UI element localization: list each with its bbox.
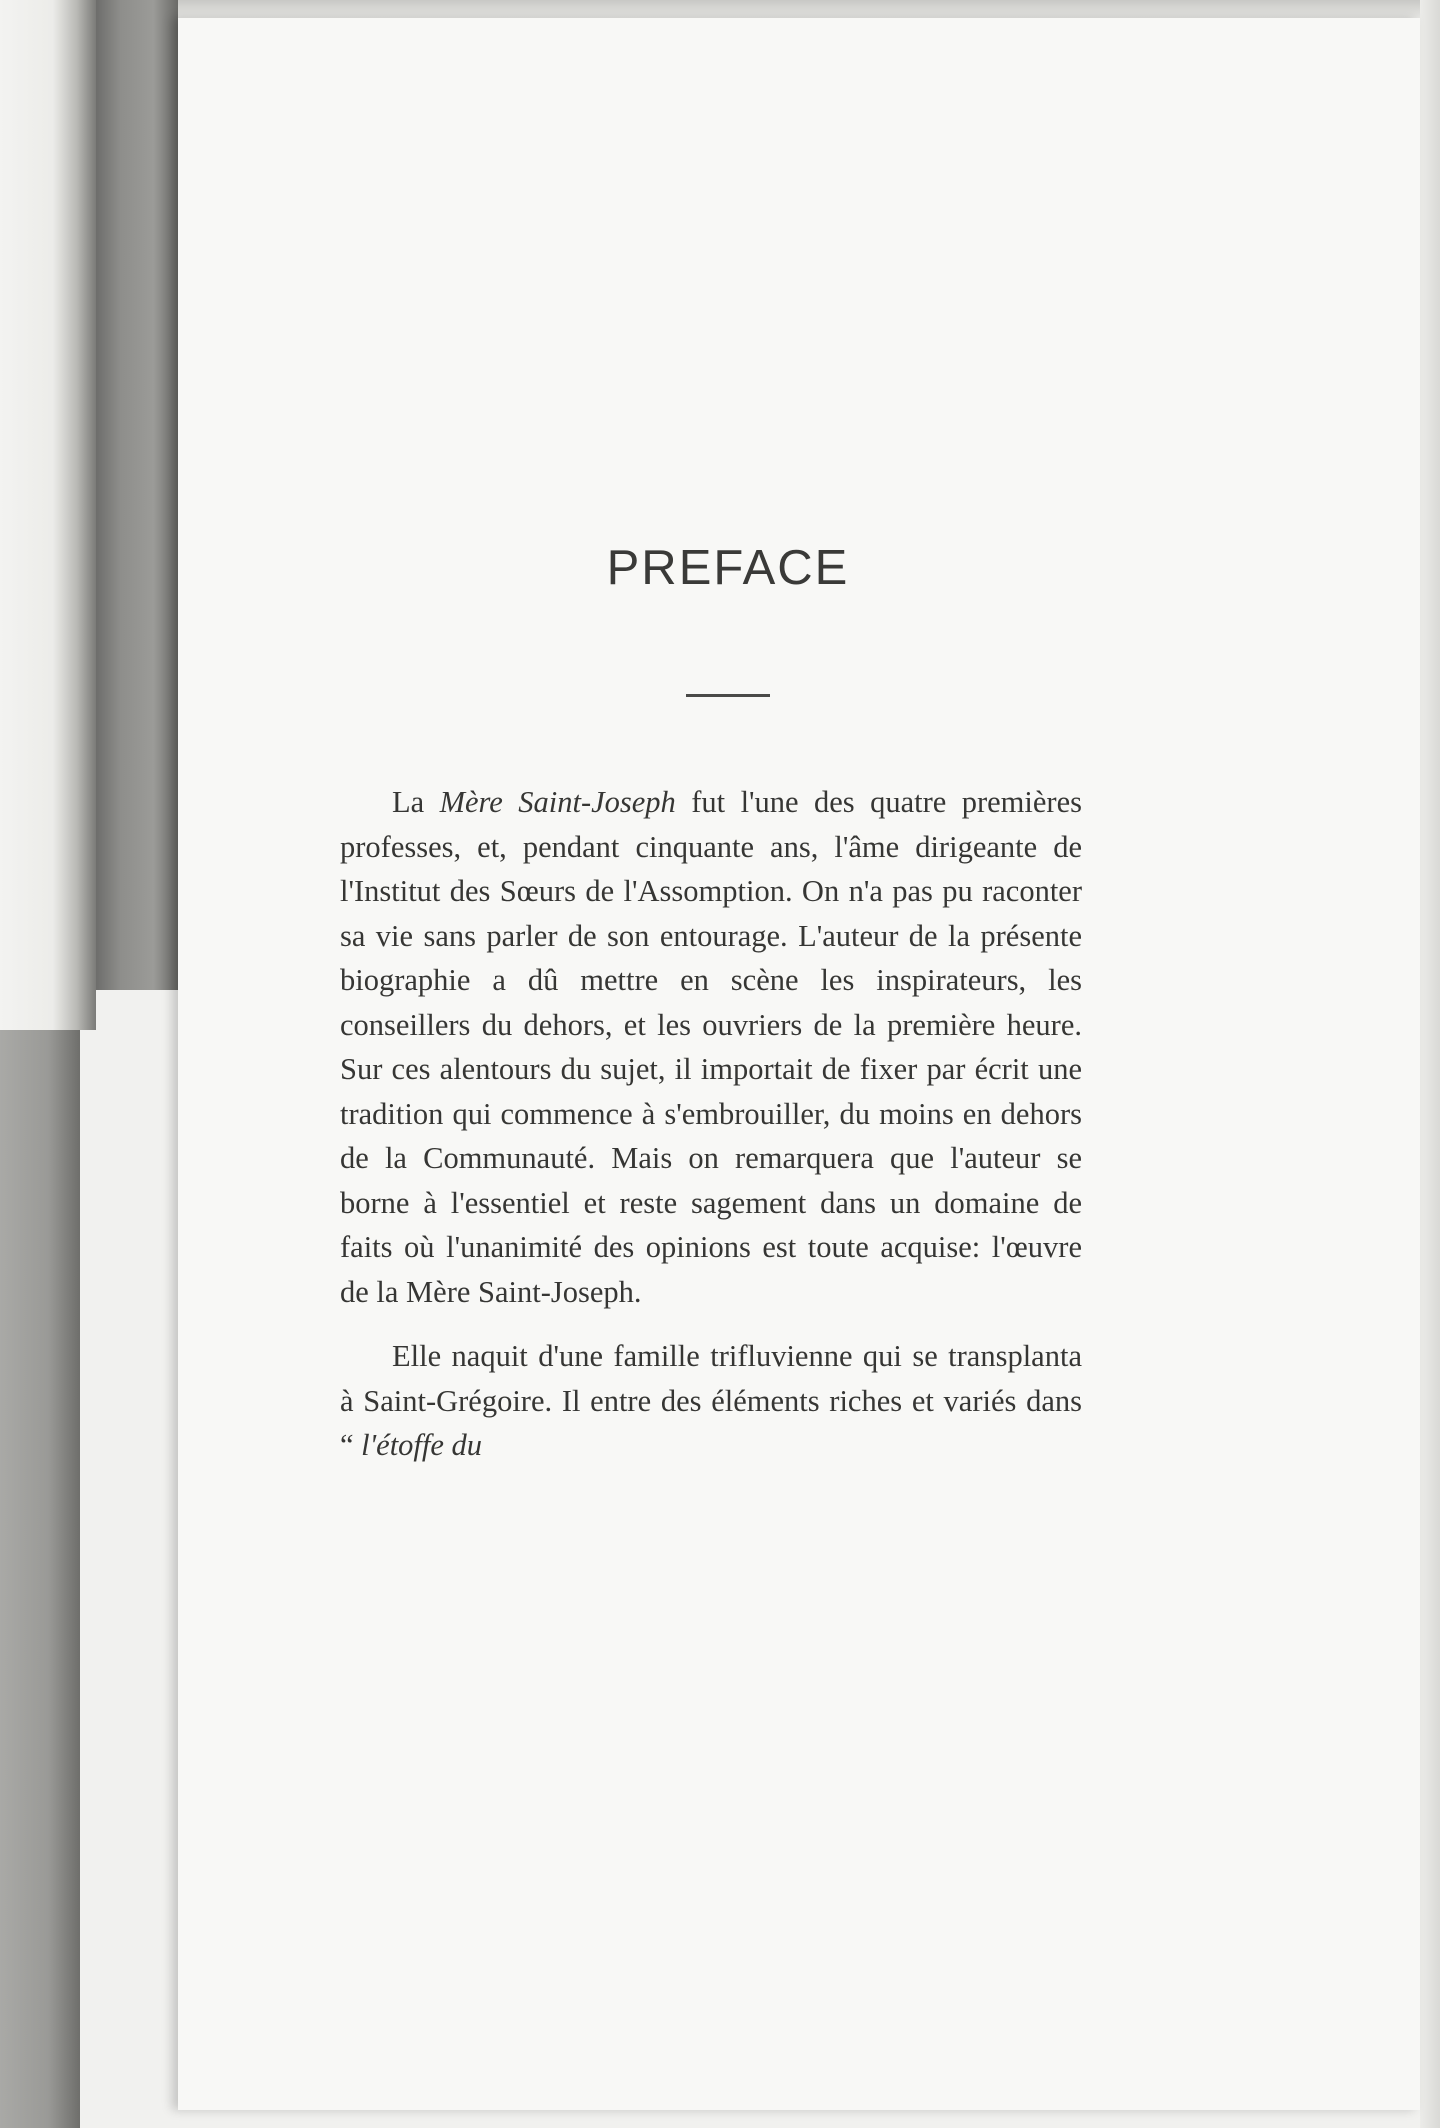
paragraph-1-lead: La xyxy=(392,785,440,819)
paragraph-1-body: fut l'une des quatre premières professes, et, pendant cinquante ans, l'âme dirigeante de l'Institut des Sœurs de l'Assomption. On n'a pas pu raconter sa vie sans parler de son entourage. L'auteur de la présente biographie a dû mettre en scène les inspirateurs, les conseillers du dehors, et les ouvriers de la première heure. Sur ces alentours du sujet, il importait de fixer par écrit une tradition qui commence à s'embrouiller, du moins en dehors de la Communauté. Mais on remarquera que l'auteur se borne à l'essentiel et reste sagement dans un domaine de faits où l'unanimité des opinions est toute acquise: l'œuvre de la Mère Saint-Joseph. xyxy=(340,785,1082,1309)
paragraph-2-body: Elle naquit d'une famille trifluvienne qui se transplanta à Saint-Grégoire. Il entre des éléments riches et variés dans “ xyxy=(340,1339,1082,1462)
book-spine-strip xyxy=(96,0,178,990)
book-spine-edge-top xyxy=(0,0,96,1030)
paragraph-1-italic-name: Mère Saint-Joseph xyxy=(439,785,676,819)
paragraph-2-italic-tail: l'étoffe du xyxy=(361,1428,483,1462)
title-divider xyxy=(686,694,770,697)
preface-text xyxy=(340,780,1082,1468)
page-title: PREFACE xyxy=(606,541,850,595)
page-right-edge xyxy=(1420,0,1440,2128)
paragraph-2 xyxy=(340,1334,1082,1468)
paragraph-1 xyxy=(340,780,1082,1314)
book-spine-edge-bottom xyxy=(0,1030,80,2128)
